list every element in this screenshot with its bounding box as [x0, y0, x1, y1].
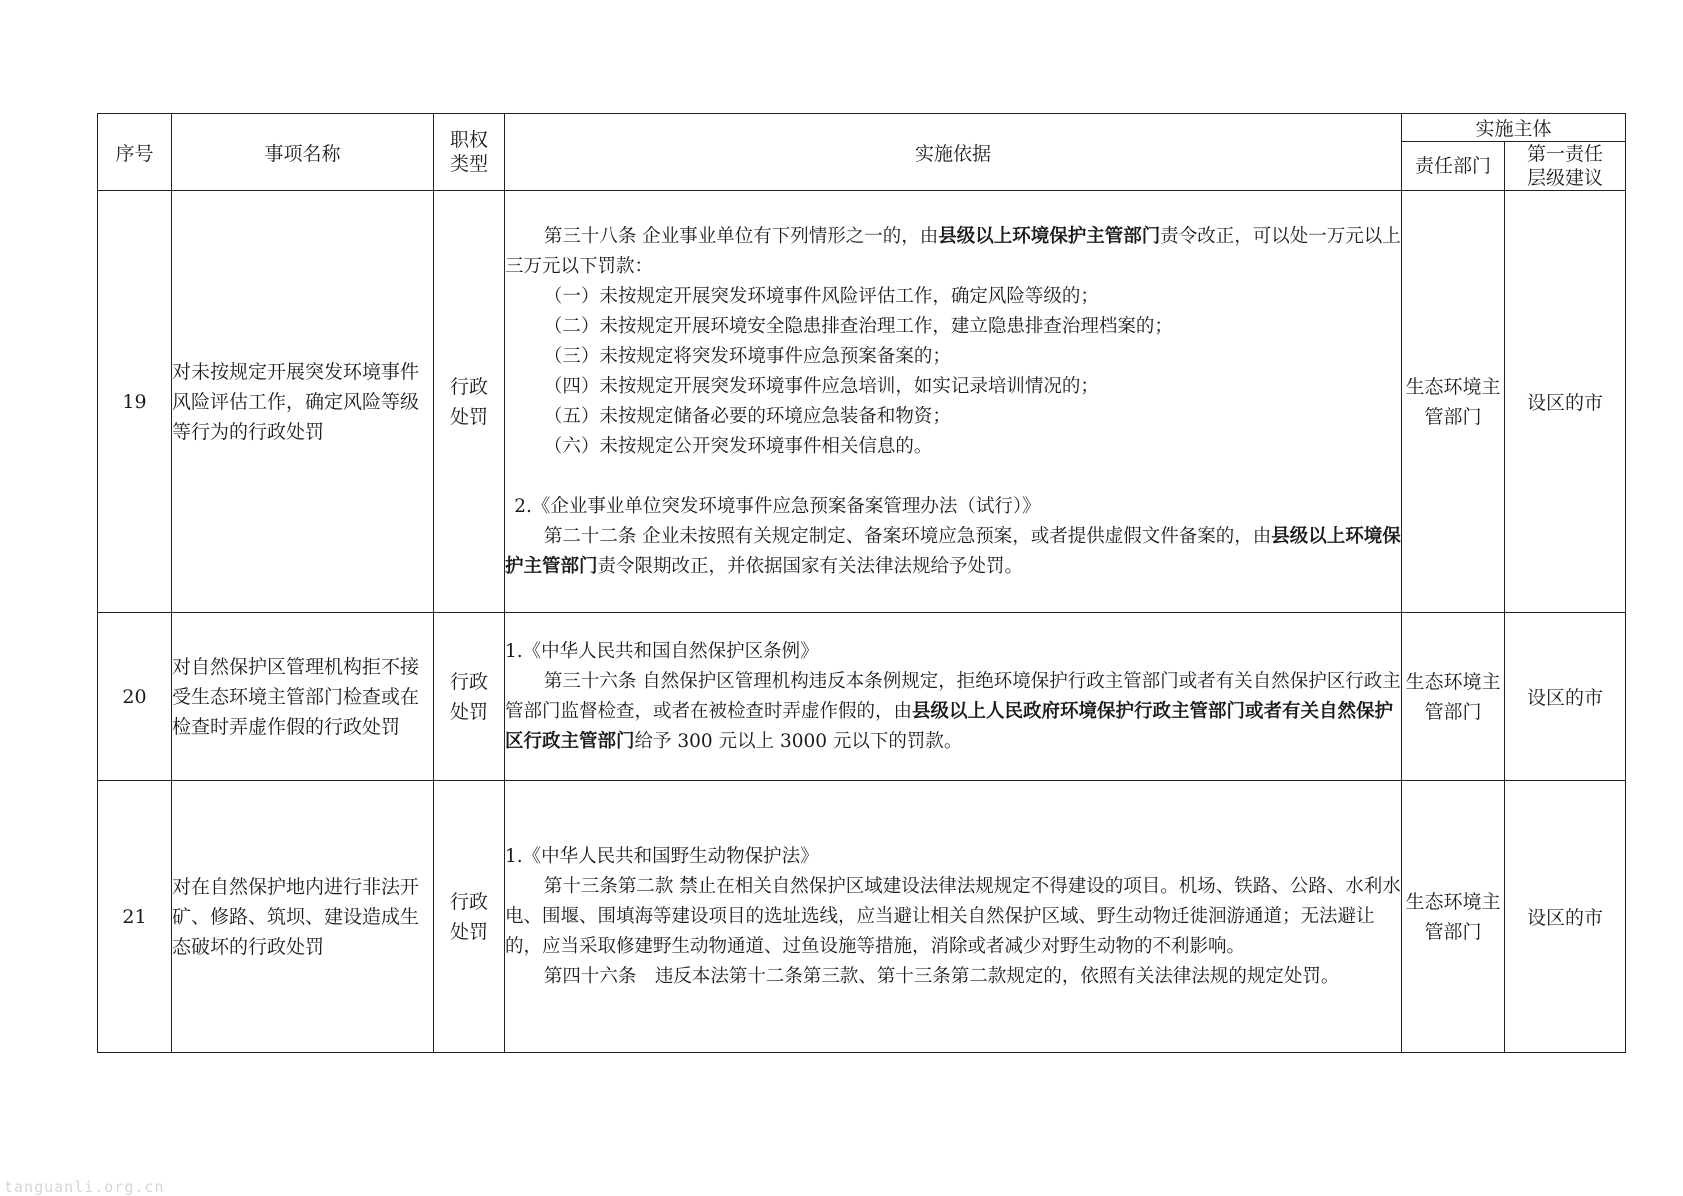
basis-paragraph [505, 522, 1401, 582]
matter-name: 对未按规定开展突发环境事件风险评估工作，确定风险等级等行为的行政处罚 [172, 191, 434, 613]
power-type-line2: 处罚 [449, 405, 488, 428]
basis-item: （五）未按规定储备必要的环境应急装备和物资； [543, 405, 951, 427]
header-subject: 实施主体 [1402, 114, 1626, 142]
header-seq: 序号 [98, 114, 172, 191]
header-type-line1: 职权 [449, 129, 488, 151]
law-title: 1.《中华人民共和国自然保护区条例》 [505, 640, 819, 662]
basis-text: 第三十六条 自然保护区管理机构违反本条例规定，拒绝环境保护行政主管部门或者有关自然保护区行政主管部门监督检查，或者在被检查时弄虚作假的，由 [505, 670, 1401, 722]
row-number: 20 [98, 613, 172, 781]
basis-item: （三）未按规定将突发环境事件应急预案备案的； [543, 345, 951, 367]
row-number: 21 [98, 781, 172, 1053]
power-type-line2: 处罚 [449, 700, 488, 723]
header-type-line2: 类型 [449, 153, 488, 175]
basis-item: （二）未按规定开展环境安全隐患排查治理工作，建立隐患排查治理档案的； [543, 315, 1173, 337]
responsible-dept: 生态环境主管部门 [1402, 191, 1505, 613]
legal-basis [505, 613, 1402, 781]
header-name: 事项名称 [172, 114, 434, 191]
power-type-line2: 处罚 [449, 920, 488, 943]
watermark: tanguanli.org.cn [4, 1178, 165, 1196]
basis-text: 第三十八条 企业事业单位有下列情形之一的，由 [543, 225, 939, 247]
spacer [505, 462, 1401, 492]
legal-basis [505, 781, 1402, 1053]
law-title: 1.《中华人民共和国野生动物保护法》 [505, 845, 819, 867]
header-dept: 责任部门 [1402, 142, 1505, 191]
basis-item: （一）未按规定开展突发环境事件风险评估工作，确定风险等级的； [543, 285, 1099, 307]
responsible-dept: 生态环境主管部门 [1402, 781, 1505, 1053]
law-title: 2.《企业事业单位突发环境事件应急预案备案管理办法（试行）》 [514, 495, 1041, 517]
responsibility-level: 设区的市 [1505, 781, 1626, 1053]
responsible-dept: 生态环境主管部门 [1402, 613, 1505, 781]
table-row [98, 781, 1626, 1053]
basis-text: 责令限期改正，并依据国家有关法律法规给予处罚。 [597, 555, 1024, 577]
basis-text: 第二十二条 企业未按照有关规定制定、备案环境应急预案，或者提供虚假文件备案的，由 [543, 525, 1272, 547]
header-level-line1: 第一责任 [1527, 143, 1604, 165]
power-type [434, 781, 505, 1053]
basis-item: （四）未按规定开展突发环境事件应急培训，如实记录培训情况的； [543, 375, 1099, 397]
power-type [434, 613, 505, 781]
responsibility-level: 设区的市 [1505, 191, 1626, 613]
header-basis: 实施依据 [505, 114, 1402, 191]
power-type-line1: 行政 [449, 375, 488, 398]
header-type [434, 114, 505, 191]
power-type-line1: 行政 [449, 890, 488, 913]
power-type [434, 191, 505, 613]
row-number: 19 [98, 191, 172, 613]
legal-basis [505, 191, 1402, 613]
basis-item: （六）未按规定公开突发环境事件相关信息的。 [543, 435, 933, 457]
authority-text: 县级以上环境保护主管部门 [505, 525, 1401, 577]
matter-name: 对自然保护区管理机构拒不接受生态环境主管部门检查或在检查时弄虚作假的行政处罚 [172, 613, 434, 781]
matter-name: 对在自然保护地内进行非法开矿、修路、筑坝、建设造成生态破坏的行政处罚 [172, 781, 434, 1053]
authority-text: 县级以上环境保护主管部门 [938, 225, 1161, 247]
header-level [1505, 142, 1626, 191]
basis-paragraph: 第十三条第二款 禁止在相关自然保护区域建设法律法规规定不得建设的项目。机场、铁路、公路、水利水电、围堰、围填海等建设项目的选址选线，应当避让相关自然保护区域、野生动物迁徙洄游通道；无法避让的，应当采取修建野生动物通道、过鱼设施等措施，消除或者减少对野生动物的不利影响。 [505, 875, 1401, 957]
responsibility-level: 设区的市 [1505, 613, 1626, 781]
basis-text: 责令改正，可以处一万元以上三万元以下罚款： [505, 225, 1401, 277]
basis-paragraph [505, 667, 1401, 757]
basis-paragraph [505, 222, 1401, 282]
header-level-line2: 层级建议 [1527, 167, 1604, 189]
header-row-1 [98, 114, 1626, 142]
matters-table [97, 113, 1626, 1053]
authority-text: 县级以上人民政府环境保护行政主管部门或者有关自然保护区行政主管部门 [505, 700, 1394, 752]
table-row [98, 191, 1626, 613]
power-type-line1: 行政 [449, 670, 488, 693]
table-row [98, 613, 1626, 781]
basis-paragraph: 第四十六条 违反本法第十二条第三款、第十三条第二款规定的，依照有关法律法规的规定处罚。 [543, 965, 1340, 987]
basis-text: 给予 300 元以上 3000 元以下的罚款。 [634, 730, 963, 752]
